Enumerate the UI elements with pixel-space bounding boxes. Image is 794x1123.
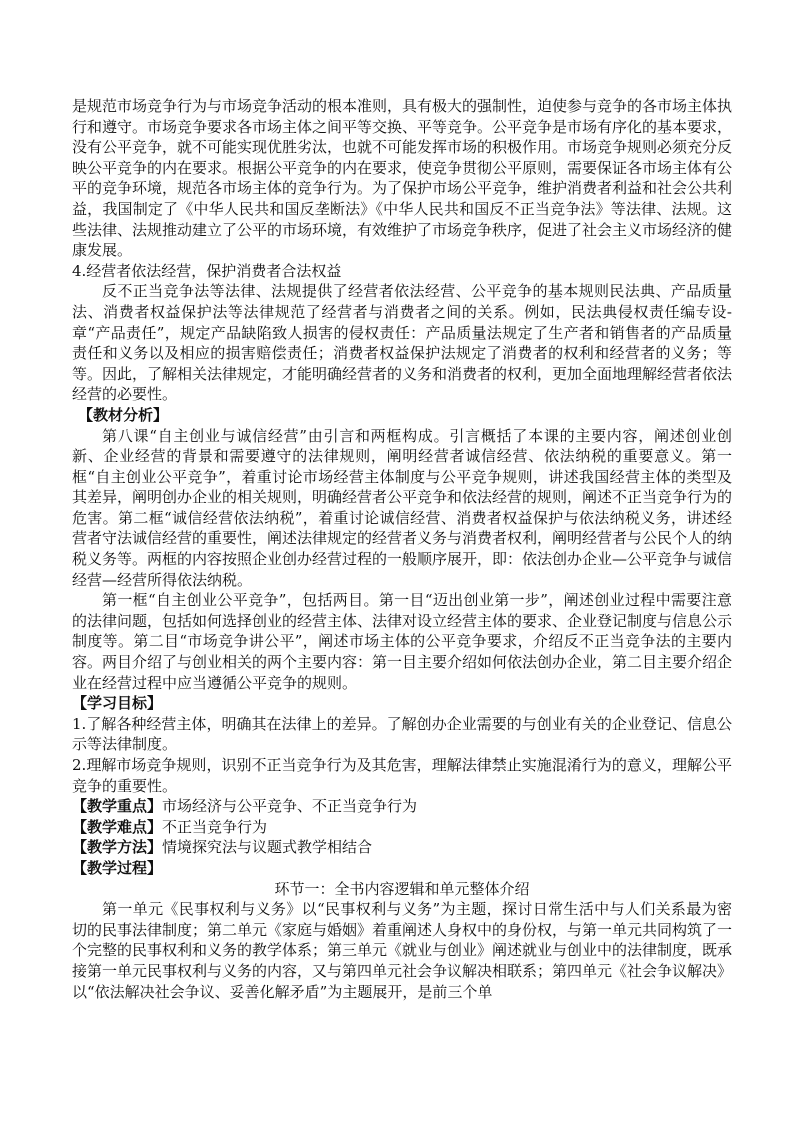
key-points-text: 市场经济与公平竞争、不正当竞争行为 — [162, 797, 418, 816]
paragraph-lawful-operation: 反不正当竞争法等法律、法规提供了经营者依法经营、公平竞争的基本规则民法典、产品质量法、消费者权益保护法等法律规范了经营者与消费者之间的关系。例如，民法典侵权责任编专设-章“产品责任”，规定产品缺陷致人损害的侵权责任：产品质量法规定了生产者和销售者的产品质量责任和义务以及相应的损害赔偿责任；消费者权益保护法规定了消费者的权利和经营者的义务；等等。因此，了解相关法律规定，才能明确经营者的义务和消费者的权利，更加全面地理解经营者依法经营的必要性。 — [72, 282, 733, 404]
learning-goal-2: 2.理解市场竞争规则，识别不正当竞争行为及其危害，理解法律禁止实施混淆行为的意义，理解公平竞争的重要性。 — [72, 756, 732, 795]
paragraph-lesson8-overview: 第八课“自主创业与诚信经营”由引言和两框构成。引言概括了本课的主要内容，阐述创业创新、企业经营的背景和需要遵守的法律规则，阐明经营者诚信经营、依法纳税的重要意义。第一框“自主创业公平竞争”，着重讨论市场经营主体制度与公平竞争规则，讲述我国经营主体的类型及其差异，阐明创办企业的相关规则，明确经营者公平竞争和依法经营的规则，阐述不正当竞争行为的危害。第二框“诚信经营依法纳税”，着重讨论诚信经营、消费者权益保护与依法纳税义务，讲述经营者守法诚信经营的重要性，阐述法律规定的经营者义务与消费者权利，阐明经营者与公民个人的纳税义务等。两框的内容按照企业创办经营过程的一般顺序展开，即：依法创办企业—公平竞争与诚信经营—经营所得依法纳税。 — [72, 426, 733, 589]
teaching-methods — [72, 837, 732, 858]
section-heading-4: 4.经营者依法经营，保护消费者合法权益 — [72, 261, 342, 280]
paragraph-competition-rules: 是规范市场竞争行为与市场竞争活动的根本准则，具有极大的强制性，迫使参与竞争的各市场主体执行和遵守。市场竞争要求各市场主体之间平等交换、平等竞争。公平竞争是市场有序化的基本要求，没有公平竞争，就不可能实现优胜劣汰，也就不可能发挥市场的积极作用。市场竞争规则必须充分反映公平竞争的内在要求。根据公平竞争的内在要求，使竞争贯彻公平原则，需要保证各市场主体有公平的竞争环境，规范各市场主体的竞争行为。为了保护市场公平竞争，维护消费者利益和社会公共利益，我国制定了《中华人民共和国反垄断法》《中华人民共和国反不正当竞争法》等法律、法规。这些法律、法规推动建立了公平的市场环境，有效维护了市场竞争秩序，促进了社会主义市场经济的健康发展。 — [72, 97, 733, 260]
difficulties-text: 不正当竞争行为 — [162, 817, 268, 836]
methods-label: 【教学方法】 — [72, 838, 163, 857]
difficulties-label: 【教学难点】 — [72, 817, 163, 836]
section1-title: 环节一：全书内容逻辑和单元整体介绍 — [274, 879, 530, 898]
teaching-difficulties — [72, 817, 732, 838]
methods-text: 情境探究法与议题式教学相结合 — [162, 838, 373, 857]
paragraph-units-overview: 第一单元《民事权利与义务》以“民事权利与义务”为主题，探讨日常生活中与人们关系最为密切的民事法律制度；第二单元《家庭与婚姻》着重阐述人身权中的身份权，与第一单元共同构筑了一个完整的民事权利和义务的教学体系；第三单元《就业与创业》阐述就业与创业中的法律制度，既承接第一单元民事权利与义务的内容，又与第四单元社会争议解决相联系；第四单元《社会争议解决》以“依法解决社会争议、妥善化解矛盾”为主题展开，是前三个单 — [72, 900, 733, 1001]
learning-goal-1: 1.了解各种经营主体，明确其在法律上的差异。了解创办企业需要的与创业有关的企业登记、信息公示等法律制度。 — [72, 714, 732, 754]
heading-teaching-process: 【教学过程】 — [72, 858, 163, 877]
heading-learning-goals: 【学习目标】 — [72, 694, 163, 713]
key-points-label: 【教学重点】 — [72, 797, 163, 816]
paragraph-frame1-overview: 第一框“自主创业公平竞争”，包括两目。第一目“迈出创业第一步”，阐述创业过程中需要注意的法律问题，包括如何选择创业的经营主体、法律对设立经营主体的要求、企业登记制度与信息公示制度等。第二目“市场竞争讲公平”，阐述市场主体的公平竞争要求，介绍反不正当竞争法的主要内容。两目介绍了与创业相关的两个主要内容：第一目主要介绍如何依法创办企业，第二目主要介绍企业在经营过程中应当遵循公平竞争的规则。 — [72, 591, 733, 692]
document-page — [72, 96, 732, 1002]
heading-textbook-analysis: 【教材分析】 — [78, 405, 169, 424]
teaching-key-points — [72, 796, 732, 817]
